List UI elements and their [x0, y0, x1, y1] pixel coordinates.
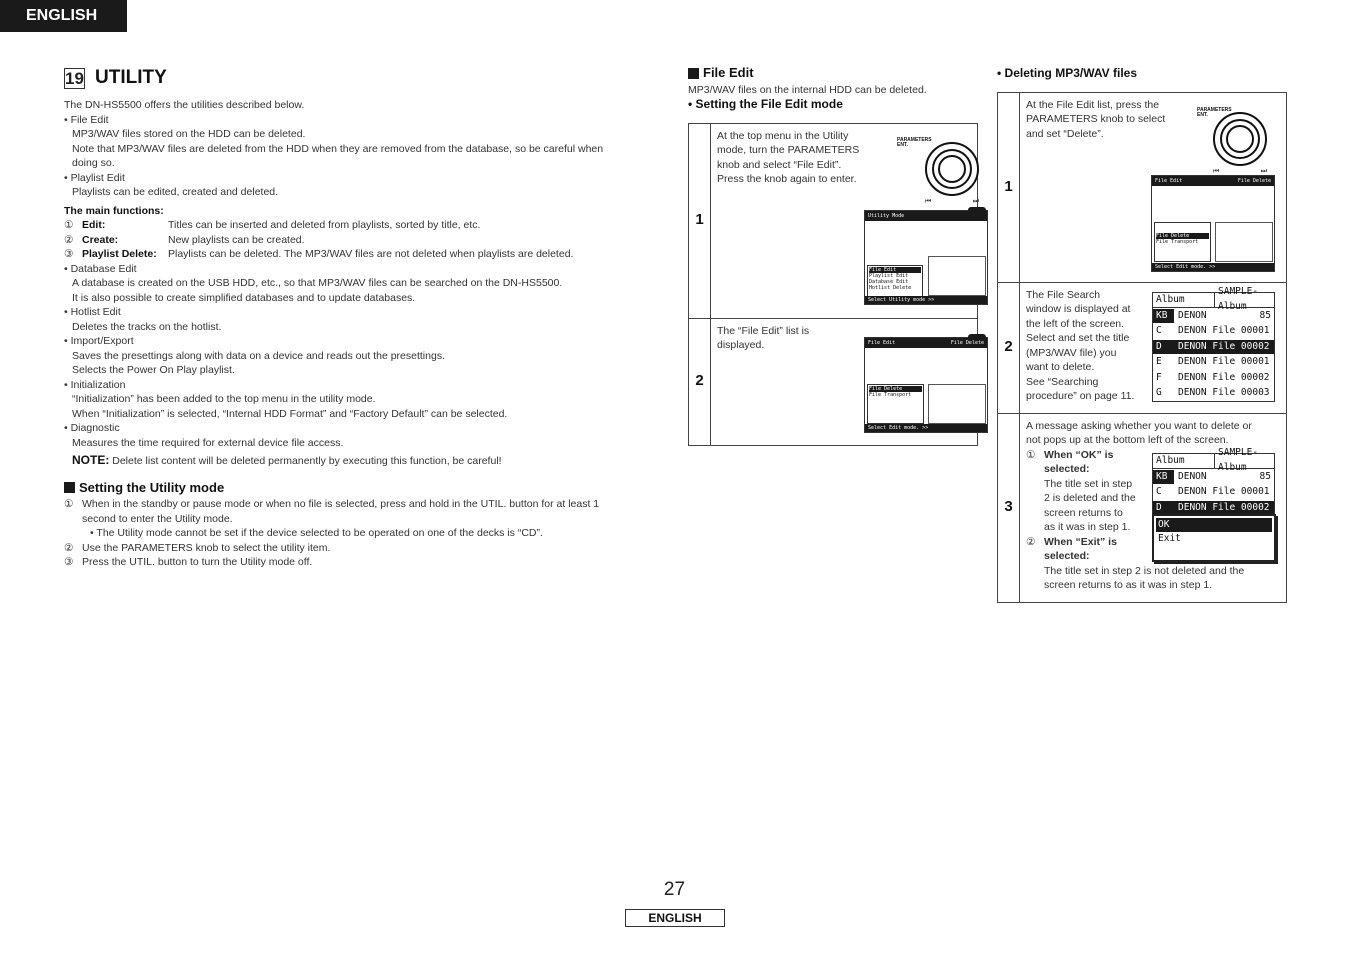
- search-key: D: [1153, 501, 1174, 516]
- file-edit-bullet: • File Edit: [64, 113, 109, 126]
- setting-step: [64, 512, 664, 527]
- setting-step: [64, 497, 664, 512]
- setting-step: [64, 541, 664, 556]
- file-edit-setting-heading: • Setting the File Edit mode: [688, 97, 843, 111]
- file-search-window: [1152, 286, 1275, 403]
- search-row: [1153, 469, 1274, 485]
- search-value: DENON File 00001: [1178, 325, 1270, 336]
- step-row: [998, 282, 1287, 413]
- step-line: At the File Edit list, press the: [1026, 98, 1160, 111]
- main-functions-heading: The main functions:: [64, 204, 164, 217]
- popup-ok-option[interactable]: OK: [1156, 518, 1272, 532]
- search-value: DENON File 00002: [1178, 371, 1270, 383]
- utility-mode-screen: [864, 210, 988, 305]
- search-header: [1153, 286, 1274, 312]
- footer-language: ENGLISH: [625, 909, 725, 927]
- step-line: The File Search: [1026, 288, 1101, 301]
- deleting-heading: • Deleting MP3/WAV files: [997, 66, 1138, 80]
- skip-back-icon: ⏮: [1213, 167, 1220, 175]
- function-label: Edit:: [82, 219, 106, 231]
- screen-menu-item: File Delete: [869, 386, 922, 392]
- step-num: ①: [64, 498, 74, 510]
- screen-indicator: [968, 207, 986, 213]
- knob-dial-icon: [925, 142, 979, 196]
- playlist-bullet: • Playlist Edit: [64, 171, 125, 184]
- screen-menu-list: [1154, 222, 1211, 262]
- search-key: F: [1156, 371, 1162, 383]
- database-bullet: • Database Edit: [64, 262, 137, 275]
- skip-forward-icon: ⏭: [1260, 167, 1267, 175]
- diagnostic-desc: Measures the time required for external device file access.: [72, 436, 344, 449]
- init-desc-2: When “Initialization” is selected, “Internal HDD Format” and “Factory Default” can be selected.: [72, 407, 508, 420]
- search-header-right: SAMPLE-Album: [1218, 286, 1259, 312]
- file-edit-note-cont: doing so.: [72, 157, 115, 169]
- square-bullet-icon: [688, 68, 699, 79]
- playlist-desc: Playlists can be edited, created and deleted.: [72, 186, 279, 198]
- file-edit-desc: MP3/WAV files stored on the HDD can be deleted.: [72, 128, 306, 140]
- step-text: Press the UTIL. button to turn the Utility mode off.: [82, 556, 313, 568]
- search-header-right: SAMPLE-Album: [1218, 447, 1259, 473]
- search-row: [1153, 308, 1274, 324]
- setting-step: [64, 526, 664, 541]
- step-line: not pops up at the bottom left of the screen.: [1026, 434, 1229, 446]
- diagnostic-bullet: • Diagnostic: [64, 422, 120, 434]
- step-cell: [1020, 92, 1287, 282]
- knob-dial-icon: [1213, 112, 1267, 166]
- screen-menu-item: Playlist Edit: [869, 272, 909, 279]
- function-text: Playlists can be deleted. The MP3/WAV files are not deleted when playlists are deleted.: [168, 248, 574, 260]
- import-bullet: • Import/Export: [64, 335, 134, 347]
- knob-ent-label: ENT.: [897, 141, 908, 148]
- ok-line: as it was in step 1.: [1044, 521, 1131, 533]
- function-text: New playlists can be created.: [168, 233, 305, 246]
- section-number: 19: [65, 68, 84, 88]
- utility-section: [64, 66, 664, 570]
- parameters-knob: [897, 138, 979, 205]
- database-desc: A database is created on the USB HDD, etc., so that MP3/WAV files can be searched on the DN-HS5500.: [72, 277, 563, 289]
- step-line: procedure” on page 11.: [1026, 390, 1135, 402]
- exit-num: ②: [1026, 535, 1036, 548]
- knob-label: PARAMETERS: [897, 136, 932, 143]
- search-row: [1153, 355, 1274, 371]
- search-value: DENON File 00002: [1174, 501, 1274, 516]
- screen-indicator: [968, 334, 986, 340]
- file-search-window: [1152, 447, 1275, 517]
- search-value: DENON File 00003: [1178, 387, 1270, 398]
- screen-side-panel: [928, 384, 986, 424]
- function-label: Playlist Delete:: [82, 248, 157, 260]
- screen-title: Utility Mode: [868, 212, 905, 219]
- note-label: NOTE:: [72, 453, 110, 467]
- screen-title-right: File Delete: [950, 339, 984, 346]
- step-text: • The Utility mode cannot be set if the device selected to be operated on one of the decks is “CD”.: [90, 527, 543, 539]
- search-key: KB: [1153, 309, 1174, 324]
- screen-menu-item: File Transport: [1156, 238, 1199, 245]
- function-num: ①: [64, 219, 74, 231]
- search-row: [1153, 485, 1274, 501]
- step-text: Use the PARAMETERS knob to select the utility item.: [82, 541, 331, 554]
- function-num: ③: [64, 248, 74, 260]
- exit-line: The title set in step 2 is not deleted and the: [1044, 564, 1245, 577]
- step-line: and set “Delete”.: [1026, 127, 1104, 140]
- file-edit-heading: [688, 66, 978, 81]
- step-line: (MP3/WAV file) you: [1026, 346, 1117, 359]
- screen-menu-list: [867, 384, 924, 424]
- step-cell: [1020, 282, 1287, 413]
- step-line: window is displayed at: [1026, 303, 1131, 315]
- skip-back-icon: ⏮: [925, 197, 932, 205]
- ok-heading-text: When “OK” is: [1044, 448, 1114, 461]
- language-tab: ENGLISH: [0, 0, 127, 32]
- screen-menu-item: File Edit: [869, 267, 921, 273]
- search-count: 85: [1259, 309, 1271, 321]
- search-header: [1153, 447, 1274, 473]
- setting-utility-heading: [64, 481, 664, 496]
- step-line: A message asking whether you want to delete or: [1026, 419, 1252, 432]
- search-key: C: [1156, 325, 1162, 336]
- deleting-steps-table: [997, 92, 1287, 603]
- popup-exit-option[interactable]: Exit: [1158, 532, 1181, 544]
- step-cell: [711, 318, 984, 445]
- function-row: [64, 233, 664, 248]
- screen-menu-item: File Transport: [869, 391, 912, 398]
- step-row: [998, 413, 1287, 602]
- search-key: E: [1156, 356, 1162, 367]
- screen-title-left: File Edit: [1155, 177, 1183, 184]
- step-cell: [711, 123, 978, 318]
- step-row: [689, 318, 978, 445]
- step-text: second to enter the Utility mode.: [82, 512, 233, 525]
- file-edit-note: Note that MP3/WAV files are deleted from the HDD when they are removed from the database, so be careful when: [72, 142, 604, 155]
- ok-line: 2 is deleted and the: [1044, 492, 1136, 504]
- step-line: the left of the screen.: [1026, 317, 1125, 330]
- function-label: Create:: [82, 233, 119, 246]
- step-line: mode, turn the PARAMETERS: [717, 144, 860, 156]
- knob-label: PARAMETERS: [1197, 106, 1232, 113]
- search-key: KB: [1153, 470, 1174, 485]
- step-number: 2: [998, 282, 1020, 413]
- screen-menu-item: Database Edit: [869, 278, 909, 285]
- function-row: [64, 218, 664, 233]
- step-cell: [1020, 413, 1287, 602]
- section-title-row: [64, 66, 664, 90]
- file-edit-steps-table: [688, 123, 984, 446]
- exit-heading-text: When “Exit” is: [1044, 535, 1117, 548]
- step-num: [64, 526, 82, 541]
- square-bullet-icon: [64, 482, 75, 493]
- step-line: displayed.: [717, 339, 765, 351]
- search-value: DENON: [1178, 470, 1207, 482]
- step-line: See “Searching: [1026, 375, 1099, 388]
- search-value: DENON File 00002: [1174, 340, 1274, 355]
- ok-line: screen returns to: [1044, 506, 1123, 519]
- step-number: 3: [998, 413, 1020, 602]
- ok-heading-cont: selected:: [1044, 463, 1090, 475]
- knob-arrows: [1213, 168, 1267, 175]
- setting-utility-title: Setting the Utility mode: [79, 479, 225, 495]
- search-key: G: [1156, 387, 1162, 398]
- step-line: Press the knob again to enter.: [717, 173, 857, 185]
- screen-menu-item: Hotlist Delete: [869, 284, 912, 291]
- step-num: ②: [64, 541, 74, 554]
- setting-step: [64, 555, 664, 570]
- init-desc: “Initialization” has been added to the top menu in the utility mode.: [72, 393, 376, 405]
- step-number: 2: [689, 318, 711, 445]
- step-num: [64, 512, 82, 527]
- file-edit-section: [688, 65, 984, 446]
- search-row: [1153, 324, 1274, 340]
- screen-title-right: File Delete: [1237, 177, 1271, 184]
- screen-title-left: File Edit: [868, 339, 896, 346]
- step-line: The “File Edit” list is: [717, 324, 810, 337]
- ok-line: The title set in step: [1044, 477, 1133, 490]
- step-text: When in the standby or pause mode or when no file is selected, press and hold in the UTIL. button for at least 1: [82, 498, 600, 510]
- section-title: UTILITY: [95, 66, 167, 88]
- hotlist-bullet: • Hotlist Edit: [64, 306, 121, 318]
- step-line: Select and set the title: [1026, 332, 1130, 344]
- screen-side-panel: [1215, 222, 1273, 262]
- function-row: [64, 247, 664, 262]
- screen-title-bar: [1152, 176, 1274, 186]
- knob-arrows: [925, 198, 979, 205]
- note-text: Delete list content will be deleted permanently by executing this function, be careful!: [109, 455, 502, 467]
- ok-num: ①: [1026, 448, 1036, 461]
- file-edit-screen: [864, 337, 988, 433]
- search-header-left: Album: [1153, 293, 1215, 308]
- function-num: ②: [64, 233, 74, 246]
- file-edit-desc: MP3/WAV files on the internal HDD can be deleted.: [688, 83, 927, 96]
- step-number: 1: [998, 92, 1020, 282]
- page-number: 27: [663, 879, 686, 900]
- hotlist-desc: Deletes the tracks on the hotlist.: [72, 320, 222, 333]
- search-value: DENON File 00001: [1178, 356, 1270, 367]
- search-row: [1153, 370, 1274, 386]
- deleting-section: [997, 66, 1287, 603]
- exit-line: screen returns to as it was in step 1.: [1044, 579, 1213, 591]
- screen-footer: Select Utility mode >>: [865, 296, 987, 304]
- search-key: C: [1156, 486, 1162, 497]
- delete-confirm-popup: [1152, 514, 1276, 562]
- note: [64, 453, 664, 469]
- skip-forward-icon: ⏭: [972, 197, 979, 205]
- step-line: knob and select “File Edit”.: [717, 158, 842, 171]
- screen-side-panel: [928, 256, 986, 296]
- import-desc: Saves the presettings along with data on a device and reads out the presettings.: [72, 349, 445, 362]
- parameters-knob: [1197, 108, 1267, 175]
- search-row: [1153, 339, 1274, 355]
- file-edit-title: File Edit: [703, 65, 754, 80]
- search-header-left: Album: [1153, 454, 1215, 469]
- search-value: DENON: [1178, 309, 1207, 321]
- search-count: 85: [1259, 470, 1271, 482]
- screen-footer: Select Edit mode. >>: [865, 424, 987, 432]
- step-line: PARAMETERS knob to select: [1026, 113, 1166, 125]
- file-edit-screen: [1151, 175, 1275, 272]
- database-desc-2: It is also possible to create simplified databases and to update databases.: [72, 291, 416, 304]
- step-num: ③: [64, 556, 74, 568]
- step-number: 1: [689, 123, 711, 318]
- search-value: DENON File 00001: [1178, 486, 1270, 497]
- step-row: [998, 92, 1287, 282]
- step-line: want to delete.: [1026, 361, 1095, 373]
- import-desc-2: Selects the Power On Play playlist.: [72, 364, 235, 376]
- search-key: D: [1153, 340, 1174, 355]
- screen-menu-item: File Delete: [1156, 233, 1209, 239]
- intro-text: The DN-HS5500 offers the utilities described below.: [64, 99, 305, 111]
- init-bullet: • Initialization: [64, 378, 126, 391]
- step-line: At the top menu in the Utility: [717, 129, 849, 142]
- function-text: Titles can be inserted and deleted from playlists, sorted by title, etc.: [168, 219, 481, 231]
- screen-footer: Select Edit mode. >>: [1152, 263, 1274, 271]
- exit-heading-cont: selected:: [1044, 550, 1090, 562]
- screen-menu-list: [867, 265, 923, 297]
- step-row: [689, 123, 978, 318]
- search-row: [1153, 386, 1274, 402]
- knob-ent-label: ENT.: [1197, 111, 1208, 118]
